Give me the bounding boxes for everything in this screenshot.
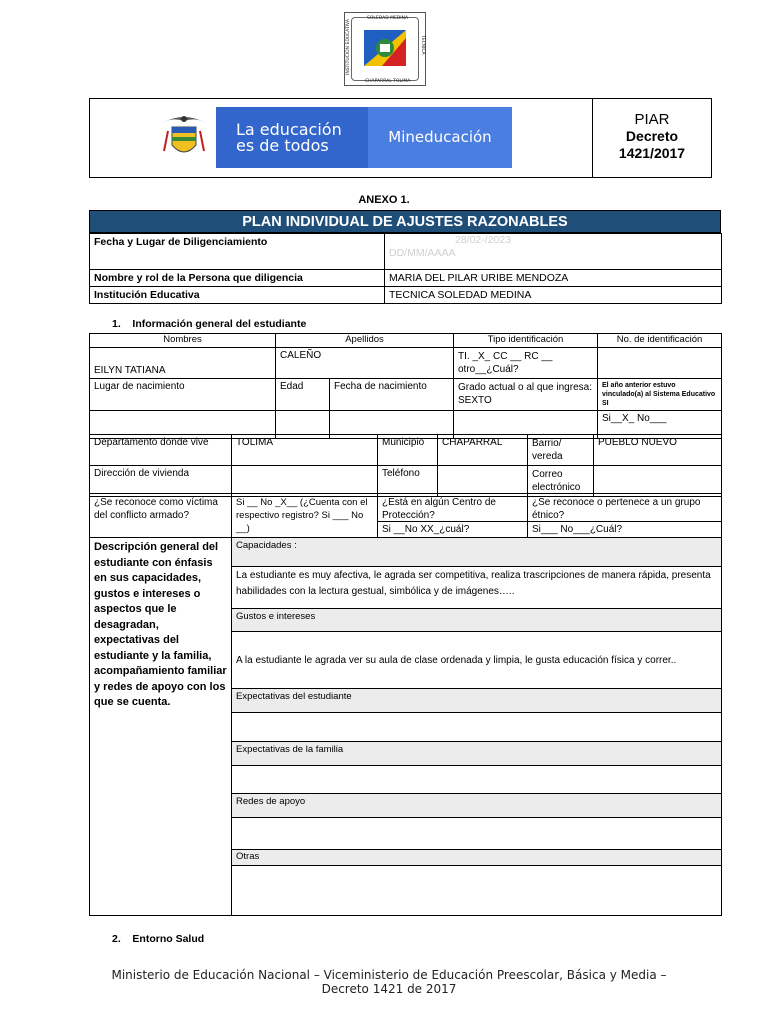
gustos-label: Gustos e intereses [232,609,722,632]
decree-number: 1421/2017 [618,145,686,161]
expectativas-familia-value[interactable] [232,766,722,794]
correo-value[interactable] [594,466,722,497]
nombres-value[interactable]: EILYN TATIANA [90,348,276,379]
seal-book-shape [380,44,390,52]
section-2-title: 2. Entorno Salud [112,933,205,945]
victima-value[interactable]: Si __ No _X__ (¿Cuenta con el respectivo registro? Si ___ No __) [232,494,378,538]
piar-code: PIAR [634,111,670,128]
fecha-field[interactable] [385,234,722,270]
table-row [90,538,722,567]
redes-value[interactable] [232,818,722,850]
sistema-educativo-value[interactable]: Si__X_ No___ [598,411,722,439]
proteccion-label: ¿Está en algún Centro de Protección? [378,494,527,522]
student-info-table [89,333,722,439]
apellidos-value[interactable]: CALEÑO [276,348,454,379]
col-tipo-id: Tipo identificación [454,334,598,348]
numero-id-value[interactable] [598,348,722,379]
general-info-table [89,233,722,304]
section-1-title: 1. Información general del estudiante [112,318,307,330]
banner-slogan [236,122,346,154]
direccion-value[interactable] [232,466,378,497]
table-row [90,348,722,379]
piar-box [593,99,711,177]
proteccion-value[interactable]: Si __No XX_¿cuál? [382,524,470,535]
otras-value[interactable] [232,866,722,916]
annex-title: ANEXO 1. [358,194,410,206]
seal-ring [351,17,419,81]
tipo-id-line2: otro__¿Cuál? [458,364,519,375]
condor-head-shape [181,116,187,122]
capacidades-value[interactable]: La estudiante es muy afectiva, le agrada ser competitiva, realiza trascripciones de manera rápida, presenta habilidades con la lectura gestual, simbólica y de imágenes….. [232,567,722,609]
shield-top-band [172,127,196,133]
document-header [89,98,712,178]
barrio-value[interactable]: PUEBLO NUEVO [594,435,722,466]
seal-top-text: SOLEDAD MEDINA [367,16,409,21]
sistema-educativo-label: El año anterior estuvo vinculado(a) al Sistema Educativo SI [598,379,722,411]
fecha-nacimiento-label: Fecha de nacimiento [330,379,454,411]
fecha-value: 28/02-/2023 [455,234,512,246]
page-footer: Ministerio de Educación Nacional – Viceministerio de Educación Preescolar, Básica y Media – Decreto 1421 de 2017 [111,968,667,996]
table-row [90,334,722,348]
institucion-label: Institución Educativa [90,287,385,304]
shield-mid-band [172,137,196,141]
proteccion-cell [378,494,528,538]
banner-mineducacion: Mineducación [368,107,512,168]
redes-label: Redes de apoyo [232,794,722,818]
table-row [90,270,722,287]
direccion-label: Dirección de vivienda [90,466,232,497]
ministry-banner [152,107,512,168]
etnico-value[interactable]: Si___ No___¿Cuál? [532,524,623,535]
gustos-value[interactable]: A la estudiante le agrada ver su aula de clase ordenada y limpia, le gusta educación física y correr.. [232,632,722,689]
victima-label: ¿Se reconoce como víctima del conflicto armado? [90,494,232,538]
seal-right-text: TÉCNICA [420,35,425,55]
departamento-value[interactable]: TOLIMA [232,435,378,466]
fecha-label: Fecha y Lugar de Diligenciamiento [90,234,385,270]
banner-slogan-text: La educación es de todos [236,120,342,155]
barrio-label: Barrio/ vereda [528,435,594,466]
coat-of-arms-icon [152,107,216,168]
etnico-cell [528,494,722,538]
seal-emblem-icon [352,18,418,80]
municipio-value[interactable]: CHAPARRAL [438,435,528,466]
grado-label: Grado actual o al que ingresa: SEXTO [454,379,598,411]
student-status-table [89,493,722,538]
description-left-label: Descripción general del estudiante con énfasis en sus capacidades, gustos e intereses o aspectos que le desagradan, expectativas del estudiante y la familia, acompañamiento familiar y redes de apoyo con los que se cuenta. [90,538,232,916]
table-row [90,287,722,304]
col-apellidos: Apellidos [276,334,454,348]
plan-title: PLAN INDIVIDUAL DE AJUSTES RAZONABLES [89,210,721,233]
expectativas-familia-label: Expectativas de la familia [232,742,722,766]
decree-label: Decreto [625,128,679,144]
table-row [90,435,722,466]
lugar-nacimiento-label: Lugar de nacimiento [90,379,276,411]
table-row [90,494,722,538]
seal-bottom-text: CHAPARRAL TOLIMA [365,79,411,84]
colombia-crest [152,107,216,168]
persona-label: Nombre y rol de la Persona que diligencia [90,270,385,287]
school-seal [344,12,426,86]
municipio-label: Municipio [378,435,438,466]
col-numero-id: No. de identificación [598,334,722,348]
telefono-value[interactable] [438,466,528,497]
expectativas-estudiante-value[interactable] [232,713,722,742]
description-table [89,537,722,916]
capacidades-label: Capacidades : [232,538,722,567]
tipo-id-line1: TI. _X_ CC __ RC __ [458,351,553,362]
table-row [90,379,722,411]
table-row [90,466,722,497]
expectativas-estudiante-label: Expectativas del estudiante [232,689,722,713]
table-row [90,234,722,270]
institucion-value[interactable]: TECNICA SOLEDAD MEDINA [385,287,722,304]
seal-left-text: INSTITUCIÓN EDUCATIVA [346,19,351,75]
tipo-id-value[interactable] [454,348,598,379]
fecha-placeholder: DD/MM/AAAA [389,247,456,259]
telefono-label: Teléfono [378,466,438,497]
departamento-label: Departamento donde vive [90,435,232,466]
persona-value[interactable]: MARIA DEL PILAR URIBE MENDOZA [385,270,722,287]
otras-label: Otras [232,850,722,866]
student-location-table [89,434,722,497]
edad-label: Edad [276,379,330,411]
correo-label: Correo electrónico [528,466,594,497]
col-nombres: Nombres [90,334,276,348]
etnico-label: ¿Se reconoce o pertenece a un grupo étnico? [528,494,721,522]
